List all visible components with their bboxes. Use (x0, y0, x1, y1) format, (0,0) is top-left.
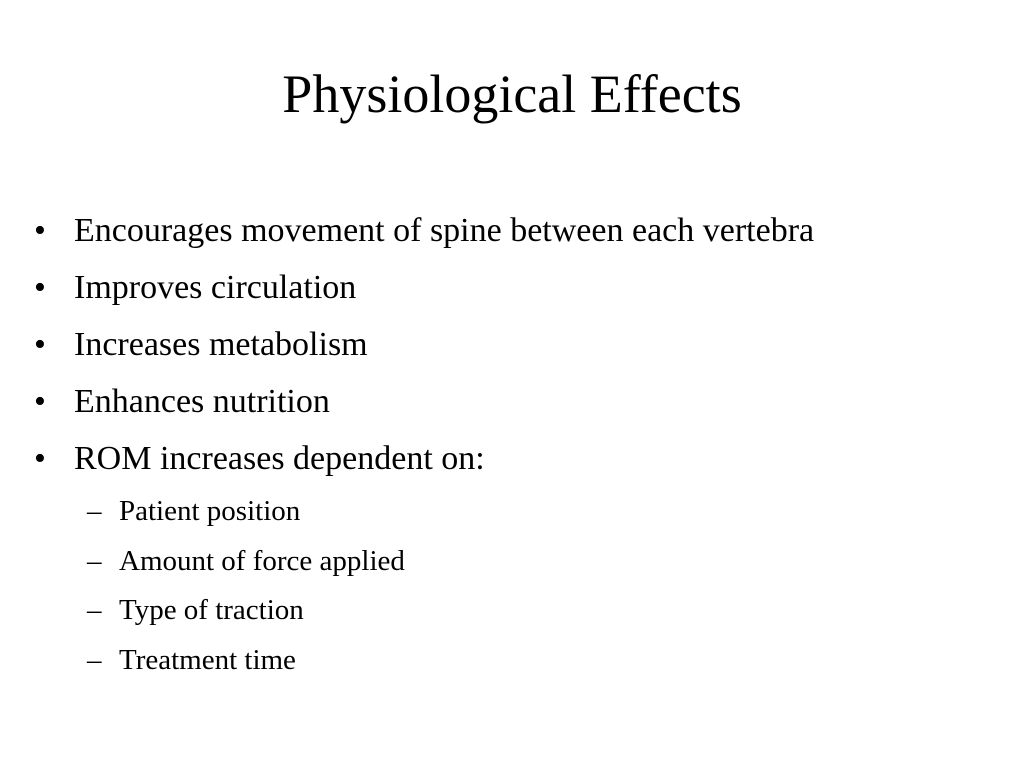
sub-bullet-list (34, 487, 814, 685)
bullet-list (34, 202, 814, 685)
bullet-marker: • (34, 212, 46, 249)
bullet-marker: • (34, 383, 46, 420)
sub-bullet-item (34, 586, 814, 636)
sub-bullet-text: Amount of force applied (119, 544, 405, 577)
sub-bullet-item (34, 636, 814, 686)
bullet-text: Enhances nutrition (74, 383, 330, 420)
bullet-item (34, 316, 814, 373)
dash-marker: – (87, 544, 102, 577)
bullet-marker: • (34, 269, 46, 306)
bullet-marker: • (34, 326, 46, 363)
sub-bullet-item (34, 487, 814, 537)
dash-marker: – (87, 594, 102, 626)
bullet-text: Increases metabolism (74, 326, 368, 363)
bullet-text: Improves circulation (74, 269, 357, 306)
slide-title: Physiological Effects (282, 64, 742, 124)
sub-bullet-text: Type of traction (119, 594, 304, 626)
sub-bullet-text: Treatment time (119, 643, 296, 676)
dash-marker: – (87, 643, 102, 676)
bullet-text: ROM increases dependent on: (74, 440, 485, 477)
bullet-text: Encourages movement of spine between each vertebra (74, 212, 815, 249)
sub-list-container (34, 487, 814, 685)
bullet-marker: • (34, 440, 46, 477)
bullet-item (34, 430, 814, 487)
dash-marker: – (87, 495, 102, 527)
sub-bullet-text: Patient position (119, 495, 301, 527)
bullet-item (34, 202, 814, 259)
bullet-item (34, 259, 814, 316)
sub-bullet-item (34, 537, 814, 587)
bullet-item (34, 373, 814, 430)
